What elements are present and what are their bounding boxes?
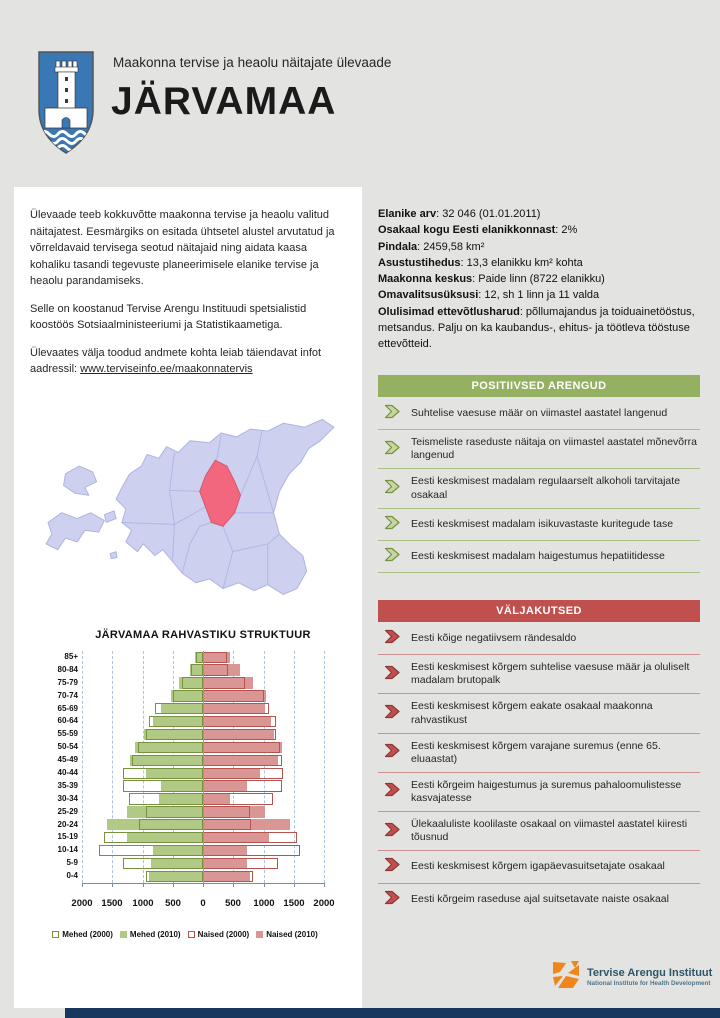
tai-logo	[551, 960, 712, 995]
intro-link-prefix: Ülevaates välja toodud andmete kohta leiab täiendavat infot aadressil:	[30, 346, 322, 375]
pyramid-bar	[203, 845, 300, 856]
pyramid-plot	[82, 651, 324, 884]
pyramid-bar	[104, 832, 203, 843]
legend-label: Naised (2010)	[266, 930, 318, 939]
pyramid-bar	[146, 729, 203, 740]
pyramid-bar	[203, 652, 227, 663]
challenge-item-text: Eesti keskmisest kõrgem igapäevasuitsetajate osakaal	[411, 860, 665, 873]
positive-item-text: Teismeliste raseduste näitaja on viimastel aastatel mõnevõrra langenud	[411, 436, 697, 462]
fact-line	[378, 206, 702, 222]
challenge-item-text: Eesti keskmisest kõrgem eakate osakaal maakonna rahvastikust	[411, 700, 653, 726]
legend-swatch	[120, 931, 127, 938]
legend-swatch	[188, 931, 195, 938]
green-arrow-icon	[384, 404, 401, 423]
pyramid-bar	[146, 871, 203, 882]
fact-line	[378, 222, 702, 238]
fact-label: Olulisimad ettevõtlusharud	[378, 305, 520, 318]
pyramid-bar	[203, 793, 273, 804]
pyramid-bar	[203, 768, 283, 779]
fact-value: : 12, sh 1 linn ja 11 valda	[478, 289, 600, 302]
positives-list	[378, 398, 700, 573]
age-group-label: 5-9	[66, 858, 78, 868]
age-group-label: 70-74	[57, 690, 78, 700]
challenge-item-text: Eesti kõrgeim raseduse ajal suitsetavate naiste osakaal	[411, 892, 669, 905]
pyramid-bar	[132, 755, 203, 766]
axis-tick	[112, 883, 113, 887]
pyramid-bar	[203, 703, 269, 714]
pyramid-bar	[203, 677, 245, 688]
pyramid-y-labels	[40, 651, 78, 883]
pyramid-bar	[196, 652, 203, 663]
legend-item	[188, 930, 250, 939]
fact-value: : Paide linn (8722 elanikku)	[472, 273, 605, 286]
fact-label: Osakaal kogu Eesti elanikkonnast	[378, 224, 556, 237]
red-arrow-icon	[384, 890, 401, 909]
fact-value: : 13,3 elanikku km² kohta	[460, 256, 583, 269]
fact-line	[378, 271, 702, 287]
legend-label: Mehed (2000)	[62, 930, 113, 939]
pyramid-bar	[123, 768, 203, 779]
x-tick-label: 2000	[313, 898, 335, 909]
axis-tick	[143, 883, 144, 887]
pyramid-bar	[129, 793, 203, 804]
pyramid-bar	[173, 690, 203, 701]
axis-tick	[233, 883, 234, 887]
pyramid-bar	[203, 755, 282, 766]
axis-tick	[264, 883, 265, 887]
pyramid-bar	[182, 677, 203, 688]
x-tick-label: 500	[165, 898, 181, 909]
positive-item	[378, 509, 700, 541]
age-group-label: 20-24	[57, 819, 78, 829]
pyramid-bar	[203, 729, 276, 740]
pyramid-bar	[203, 690, 264, 701]
age-group-label: 75-79	[57, 677, 78, 687]
red-arrow-icon	[384, 629, 401, 648]
challenge-item	[378, 851, 700, 883]
fact-line	[378, 304, 702, 353]
fact-line	[378, 239, 702, 255]
challenge-item	[378, 734, 700, 773]
age-group-label: 65-69	[57, 703, 78, 713]
challenge-item-text: Ülekaaluliste koolilaste osakaal on viimastel aastatel kiiresti tõusnud	[411, 818, 688, 844]
positive-item-text: Suhtelise vaesuse määr on viimastel aastatel langenud	[411, 407, 668, 419]
axis-tick	[203, 883, 204, 887]
pyramid-bar	[203, 819, 251, 830]
pyramid-bar	[139, 819, 203, 830]
fact-value: : põllumajandus ja toiduainetööstus, metsandus. Palju on ka kaubandus-, ehitus- ja töötleva tööstuse ettevõtteid.	[378, 305, 695, 351]
terviseinfo-link[interactable]: www.terviseinfo.ee/maakonnatervis	[80, 363, 253, 375]
pyramid-bar	[203, 871, 253, 882]
red-arrow-icon	[384, 704, 401, 723]
legend-label: Mehed (2010)	[129, 930, 181, 939]
intro-paragraph: Ülevaade teeb kokkuvõtte maakonna tervise ja heaolu valitud näitajatest. Eesmärgiks on esitada ühtsetel alustel arvutatud ja võrreldavaid tervisega seotud näitajaid ning aidata kaasa kohaliku tasandi tegevuste planeerimisele elanike tervise ja heaolu parandamiseks.	[30, 209, 335, 287]
pyramid-bar	[203, 742, 280, 753]
pyramid-bar	[203, 806, 250, 817]
fact-value: : 2459,58 km²	[417, 240, 485, 253]
pyramid-bar	[123, 780, 203, 791]
challenge-item	[378, 655, 700, 694]
intro-paragraph	[30, 345, 342, 378]
chart-title: JÄRVAMAA RAHVASTIKU STRUKTUUR	[95, 629, 311, 641]
red-arrow-icon	[384, 665, 401, 684]
age-group-label: 55-59	[57, 729, 78, 739]
axis-centerline	[203, 651, 204, 883]
red-arrow-icon	[384, 743, 401, 762]
intro-paragraph: Selle on koostanud Tervise Arengu Instituudi spetsialistid koostöös Sotsiaalministeeriumi ja Statistikaametiga.	[30, 302, 307, 331]
pyramid-bar	[146, 806, 203, 817]
jarvamaa-coat-of-arms-icon	[37, 50, 95, 161]
pyramid-bar	[203, 716, 276, 727]
gridline	[82, 651, 83, 883]
document-kicker: Maakonna tervise ja heaolu näitajate ülevaade	[113, 55, 392, 70]
x-tick-label: 500	[225, 898, 241, 909]
legend-item	[120, 930, 181, 939]
challenge-item	[378, 623, 700, 655]
fact-value: : 32 046 (01.01.2011)	[436, 208, 541, 220]
tai-logo-title: Tervise Arengu Instituut	[587, 967, 713, 980]
positive-item-text: Eesti keskmisest madalam haigestumus hepatiitidesse	[411, 549, 665, 562]
legend-label: Naised (2000)	[197, 930, 250, 939]
pyramid-bar	[99, 845, 203, 856]
green-arrow-icon	[384, 515, 401, 534]
pyramid-bar	[191, 664, 203, 675]
pyramid-bar	[203, 664, 228, 675]
tai-logo-icon	[551, 960, 581, 995]
axis-tick	[324, 883, 325, 887]
challenge-item-text: Eesti kõige negatiivsem rändesaldo	[411, 632, 577, 644]
fact-label: Omavalitsusüksusi	[378, 289, 479, 302]
x-tick-label: 1500	[283, 898, 305, 909]
red-arrow-icon	[384, 782, 401, 801]
age-group-label: 85+	[64, 652, 78, 661]
challenge-item	[378, 884, 700, 915]
fact-label: Maakonna keskus	[378, 273, 473, 286]
positive-item-text: Eesti keskmisest madalam isikuvastaste kuritegude tase	[411, 517, 674, 530]
challenge-item-text: Eesti keskmisest kõrgem varajane suremus (enne 65. eluaastat)	[411, 739, 661, 765]
tai-logo-subtitle: National Institute for Health Development	[587, 980, 711, 988]
axis-tick	[82, 883, 83, 887]
age-group-label: 40-44	[57, 768, 78, 777]
age-group-label: 0-4	[66, 871, 78, 881]
challenge-item-text: Eesti kõrgeim haigestumus ja suremus pahaloomulistesse kasvajatesse	[411, 778, 682, 804]
x-tick-label: 1000	[132, 898, 154, 909]
age-group-label: 60-64	[57, 716, 78, 726]
tai-logo-text	[587, 967, 712, 987]
county-facts	[378, 206, 702, 352]
x-tick-label: 0	[200, 898, 206, 909]
fact-label: Asustustihedus	[378, 256, 461, 269]
legend-swatch	[256, 931, 263, 938]
pyramid-bar	[203, 780, 282, 791]
axis-tick	[294, 883, 295, 887]
challenge-item	[378, 694, 700, 733]
age-group-label: 50-54	[57, 742, 78, 752]
fact-line	[378, 287, 702, 303]
pyramid-bar	[203, 858, 278, 869]
fact-value: : 2%	[555, 224, 578, 237]
age-group-label: 30-34	[57, 793, 78, 803]
challenge-item	[378, 773, 700, 812]
intro-text	[30, 207, 342, 389]
red-arrow-icon	[384, 822, 401, 841]
pyramid-bar	[203, 832, 297, 843]
challenges-list	[378, 623, 700, 915]
fact-label: Pindala	[378, 240, 418, 253]
fact-line	[378, 255, 702, 271]
green-arrow-icon	[384, 547, 401, 566]
footer-bar	[65, 1008, 720, 1018]
age-group-label: 35-39	[57, 780, 78, 790]
gridline	[324, 651, 325, 883]
pyramid-bar	[123, 858, 203, 869]
green-arrow-icon	[384, 440, 401, 459]
positive-item	[378, 430, 700, 469]
fact-label: Elanike arv	[378, 208, 437, 220]
axis-tick	[173, 883, 174, 887]
page-title: JÄRVAMAA	[111, 80, 337, 123]
pyramid-bar	[138, 742, 203, 753]
pyramid-x-labels	[71, 898, 335, 910]
pyramid-legend	[30, 930, 340, 939]
x-tick-label: 1500	[101, 898, 123, 909]
pyramid-bar	[155, 703, 203, 714]
positive-item	[378, 398, 700, 430]
legend-item	[256, 930, 318, 939]
challenges-heading: VÄLJAKUTSED	[378, 600, 700, 622]
green-arrow-icon	[384, 479, 401, 498]
age-group-label: 25-29	[57, 806, 78, 816]
positive-item	[378, 469, 700, 508]
positive-item-text: Eesti keskmisest madalam regulaarselt alkoholi tarvitajate osakaal	[411, 475, 681, 501]
positives-heading: POSITIIVSED ARENGUD	[378, 375, 700, 397]
age-group-label: 10-14	[57, 845, 78, 855]
age-group-label: 45-49	[57, 755, 78, 765]
positive-item	[378, 541, 700, 573]
challenge-item	[378, 812, 700, 851]
legend-swatch	[52, 931, 59, 938]
age-group-label: 15-19	[57, 832, 78, 842]
estonia-county-map	[28, 398, 350, 610]
red-arrow-icon	[384, 857, 401, 876]
pyramid-bar	[149, 716, 203, 727]
legend-item	[52, 930, 113, 939]
age-group-label: 80-84	[57, 664, 78, 674]
x-tick-label: 2000	[71, 898, 93, 909]
challenge-item-text: Eesti keskmisest kõrgem suhtelise vaesuse määr ja oluliselt madalam brutopalk	[411, 661, 690, 687]
x-tick-label: 1000	[253, 898, 275, 909]
